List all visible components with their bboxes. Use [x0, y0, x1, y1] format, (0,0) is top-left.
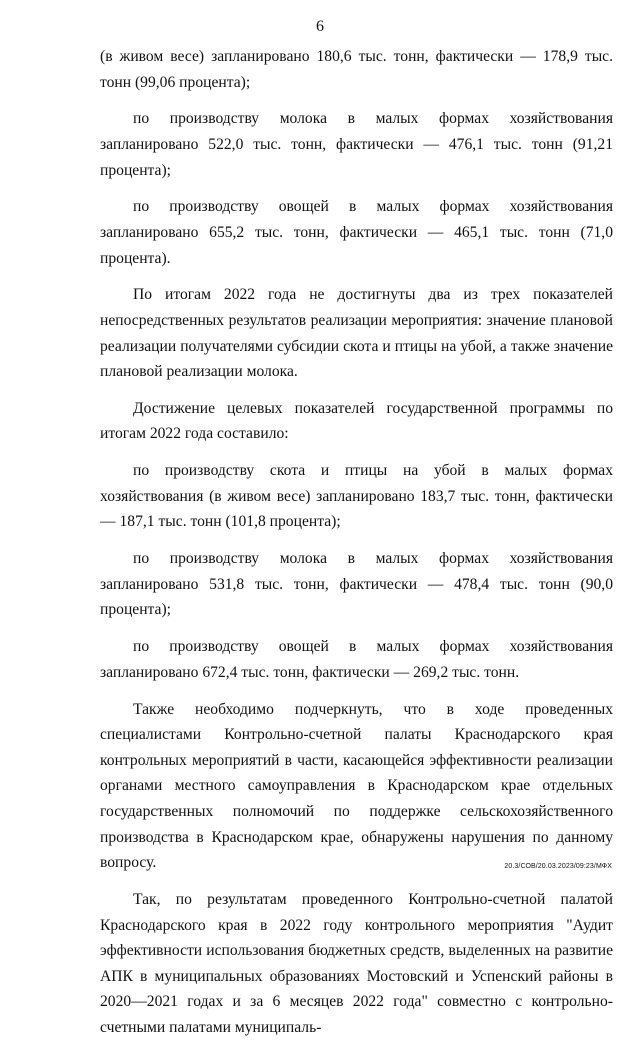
paragraph: Также необходимо подчеркнуть, что в ходе проведенных специалистами Контрольно-счетной палаты Краснодарского края контрольных мероприятий в части, касающейся эффективности реализации органами местного самоуправления в Краснодарском крае отдельных государственных полномочий по поддержке сельскохозяйственного производства в Краснодарском крае, обнаружены нарушения по данному вопросу. [100, 700, 613, 872]
paragraph: Достижение целевых показателей государственной программы по итогам 2022 года составило: [100, 399, 613, 443]
paragraph: по производству овощей в малых формах хозяйствования запланировано 655,2 тыс. тонн, фактически — 465,1 тыс. тонн (71,0 процента). [100, 198, 613, 267]
paragraph: Так, по результатам проведенного Контрольно-счетной палатой Краснодарского края в 2022 году контрольного мероприятия "Аудит эффективности использования бюджетных средств, выделенных на развитие АПК в муниципальных образованиях Мостовский и Успенский районы в 2020—2021 годах и за 6 месяцев 2022 года" совместно с контрольно-счетными палатами муниципаль- [100, 890, 613, 1036]
document-footer-code: 20.3/СОВ/20.03.2023/09:23/МФХ [504, 863, 612, 870]
paragraph: по производству овощей в малых формах хозяйствования запланировано 672,4 тыс. тонн, фактически — 269,2 тыс. тонн. [100, 638, 613, 681]
paragraph: по производству молока в малых формах хозяйствования запланировано 522,0 тыс. тонн, фактически — 476,1 тыс. тонн (91,21 процента); [100, 110, 613, 179]
document-body [100, 44, 613, 1052]
paragraph: по производству молока в малых формах хозяйствования запланировано 531,8 тыс. тонн, фактически — 478,4 тыс. тонн (90,0 процента); [100, 550, 613, 619]
paragraph: (в живом весе) запланировано 180,6 тыс. тонн, фактически — 178,9 тыс. тонн (99,06 процента); [100, 48, 613, 91]
page-number: 6 [316, 18, 324, 35]
paragraph: По итогам 2022 года не достигнуты два из трех показателей непосредственных результатов реализации мероприятия: значение плановой реализации получателями субсидии скота и птицы на убой, а также значение плановой реализации молока. [100, 286, 613, 381]
paragraph: по производству скота и птицы на убой в малых формах хозяйствования (в живом весе) запланировано 183,7 тыс. тонн, фактически — 187,1 тыс. тонн (101,8 процента); [100, 462, 613, 531]
